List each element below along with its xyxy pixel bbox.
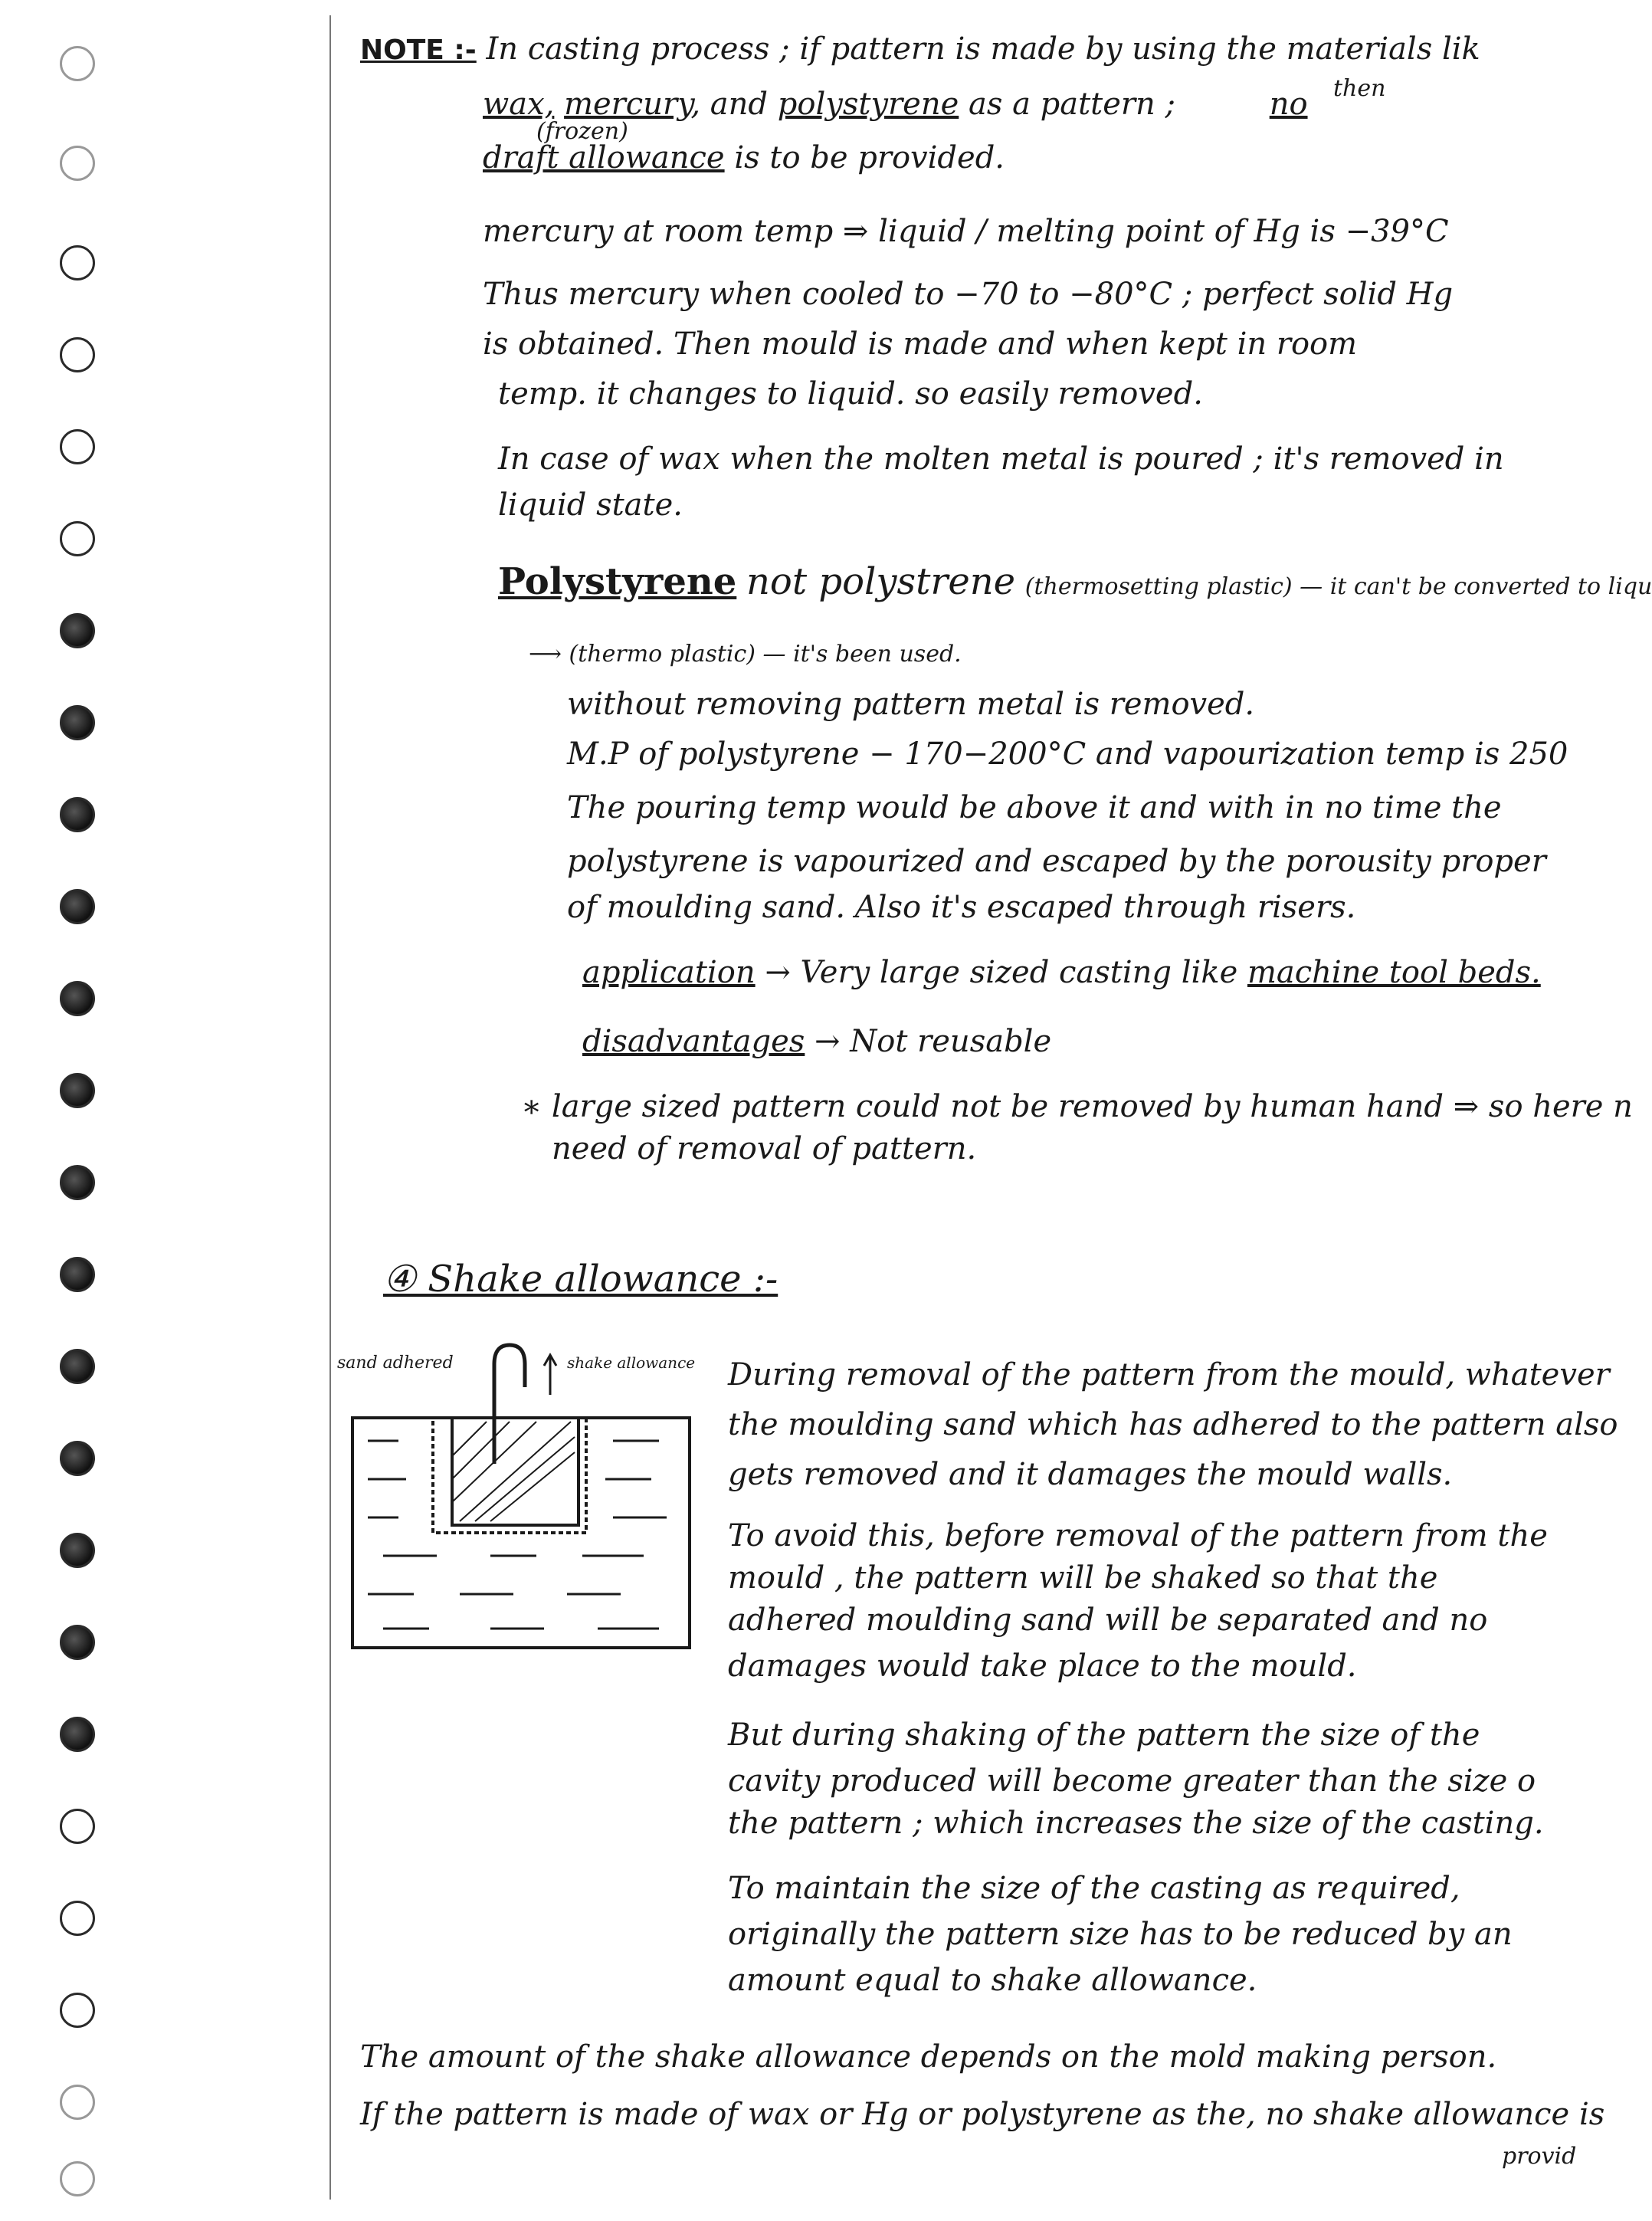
binding-hole-icon: [60, 1257, 95, 1292]
shake-end-line-2: If the pattern is made of wax or Hg or polystyrene as the, no shake allowance is: [360, 2097, 1605, 2132]
binding-hole-icon: [60, 146, 95, 181]
polystyrene-line-1: without removing pattern metal is removed.: [567, 687, 1255, 722]
up-arrow-icon: [544, 1355, 556, 1395]
note-line-2: [483, 86, 1308, 123]
note-line-3: [483, 139, 1005, 176]
shake-p1-line-3: gets removed and it damages the mould walls.: [728, 1457, 1453, 1492]
shake-end-line-1: The amount of the shake allowance depends on the mold making person.: [360, 2039, 1497, 2075]
shake-p3-line-3: the pattern ; which increases the size of the casting.: [728, 1806, 1544, 1841]
binding-hole-icon: [60, 337, 95, 372]
shake-p3-line-2: cavity produced will become greater than the size o: [728, 1763, 1536, 1799]
note-connector: , and: [690, 87, 769, 122]
polystyrene-heading: [498, 560, 1652, 605]
binding-hole-icon: [60, 521, 95, 556]
star-note-line-2: need of removal of pattern.: [552, 1131, 977, 1166]
shake-p2-line-2: mould , the pattern will be shaked so that the: [728, 1560, 1438, 1596]
binding-hole-icon: [60, 1809, 95, 1844]
binding-hole-icon: [60, 1717, 95, 1752]
star-note-line-1: ∗ large sized pattern could not be removed by human hand ⇒ so here n: [521, 1089, 1633, 1124]
sand-adhered-label: sand adhered: [337, 1353, 454, 1373]
spiral-binding: [31, 31, 123, 2192]
mercury-line-1: mercury at room temp ⇒ liquid / melting point of Hg is −39°C: [483, 214, 1449, 249]
thermoplastic-note: ⟶ (thermo plastic) — it's been used.: [529, 641, 962, 668]
binding-hole-icon: [60, 1349, 95, 1384]
polystyrene-aside: (thermosetting plastic) — it can't be converted to liqu: [1024, 573, 1652, 600]
binding-hole-icon: [60, 889, 95, 924]
shake-p3-line-1: But during shaking of the pattern the size of the: [728, 1717, 1480, 1753]
shake-allowance-diagram: [337, 1334, 705, 1655]
frozen-annotation: (frozen): [536, 118, 628, 145]
binding-hole-icon: [60, 245, 95, 280]
polystyrene-term: polystyrene: [777, 87, 959, 122]
polystyrene-line-3: The pouring temp would be above it and with in no time the: [567, 790, 1502, 825]
binding-hole-icon: [60, 2085, 95, 2120]
binding-hole-icon: [60, 1625, 95, 1660]
polystyrene-line-2: M.P of polystyrene − 170−200°C and vapourization temp is 250: [567, 737, 1568, 772]
binding-hole-icon: [60, 1073, 95, 1108]
no-term: no: [1269, 87, 1308, 122]
mercury-line-4: temp. it changes to liquid. so easily removed.: [498, 376, 1203, 412]
binding-hole-icon: [60, 46, 95, 81]
disadvantages-text: → Not reusable: [815, 1024, 1052, 1059]
mercury-line-3: is obtained. Then mould is made and when kept in room: [483, 326, 1358, 362]
note-label: NOTE :-: [360, 34, 477, 66]
shake-allowance-label: shake allowance: [567, 1353, 696, 1372]
shake-p1-line-1: During removal of the pattern from the mould, whatever: [728, 1357, 1610, 1393]
binding-hole-icon: [60, 981, 95, 1016]
mercury-line-2: Thus mercury when cooled to −70 to −80°C ; perfect solid Hg: [483, 277, 1454, 312]
then-annotation: then: [1333, 75, 1386, 102]
application-line: [582, 954, 1541, 991]
shake-p4-line-3: amount equal to shake allowance.: [728, 1963, 1257, 1998]
binding-hole-icon: [60, 705, 95, 740]
polystyrene-line-5: of moulding sand. Also it's escaped through risers.: [567, 890, 1356, 925]
polystyrene-line-4: polystyrene is vapourized and escaped by the porousity proper: [567, 844, 1546, 879]
note-text: as a pattern ;: [968, 87, 1175, 122]
note-text: is to be provided.: [734, 140, 1005, 176]
disadvantages-label: disadvantages: [582, 1024, 805, 1059]
note-text: In casting process ; if pattern is made by using the materials lik: [486, 31, 1480, 67]
wax-line-2: liquid state.: [498, 487, 683, 523]
margin-line: [329, 15, 331, 2200]
shake-p2-line-3: adhered moulding sand will be separated and no: [728, 1603, 1488, 1638]
note-line-1: [360, 31, 1480, 69]
polystyrene-title: Polystyrene: [498, 560, 737, 603]
shake-end-line-3: provid: [1502, 2143, 1577, 2170]
binding-hole-icon: [60, 1165, 95, 1200]
mercury-term: mercury: [564, 87, 691, 122]
wax-line-1: In case of wax when the molten metal is poured ; it's removed in: [498, 441, 1504, 477]
disadvantages-line: [582, 1023, 1051, 1060]
application-label: application: [582, 955, 756, 990]
binding-hole-icon: [60, 1533, 95, 1568]
shake-p4-line-2: originally the pattern size has to be reduced by an: [728, 1917, 1513, 1952]
binding-hole-icon: [60, 1993, 95, 2028]
binding-hole-icon: [60, 1441, 95, 1476]
polystyrene-title-rest: not polystrene: [746, 560, 1016, 603]
shake-p2-line-1: To avoid this, before removal of the pattern from the: [728, 1518, 1548, 1553]
shake-p2-line-4: damages would take place to the mould.: [728, 1649, 1357, 1684]
wax-term: wax,: [483, 87, 555, 122]
draft-allowance-term: draft allowance: [483, 140, 725, 176]
shake-p4-line-1: To maintain the size of the casting as required,: [728, 1871, 1460, 1906]
shake-p1-line-2: the moulding sand which has adhered to the pattern also: [728, 1407, 1618, 1442]
binding-hole-icon: [60, 613, 95, 648]
application-text: → Very large sized casting like: [765, 955, 1238, 990]
shake-allowance-heading: ④ Shake allowance :-: [383, 1258, 778, 1301]
binding-hole-icon: [60, 429, 95, 464]
machine-tool-beds: machine tool beds.: [1247, 955, 1541, 990]
binding-hole-icon: [60, 797, 95, 832]
binding-hole-icon: [60, 1901, 95, 1936]
binding-hole-icon: [60, 2161, 95, 2196]
